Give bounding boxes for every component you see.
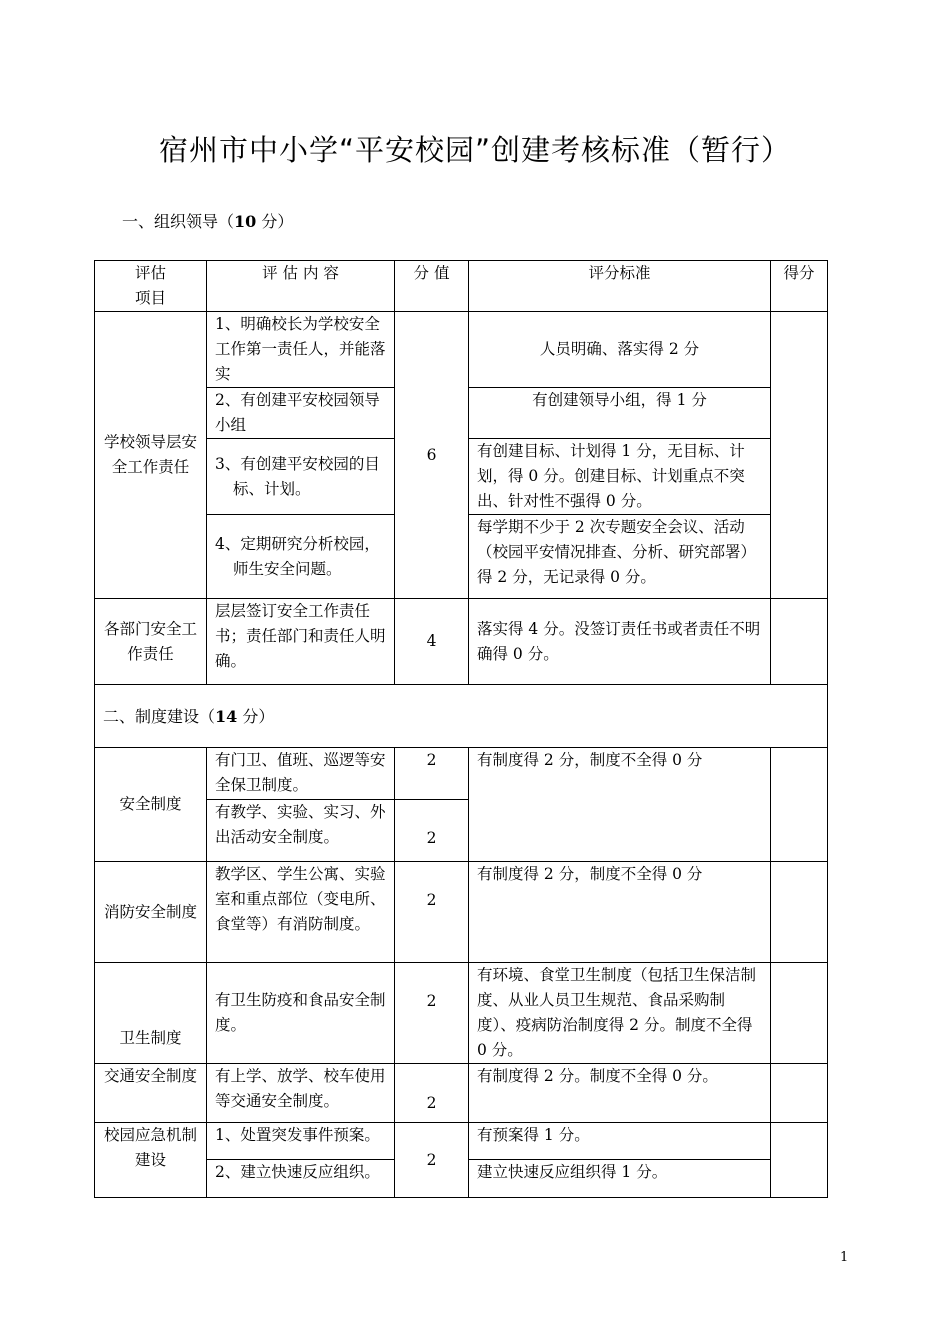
section-heading-1 [122, 208, 293, 236]
score-cell-emergency [771, 1123, 828, 1198]
points-leadership: 6 [395, 312, 469, 599]
item-hygiene-system: 卫生制度 [95, 963, 207, 1064]
table-row [95, 748, 828, 800]
section-heading-2-prefix: 二、制度建设（ [103, 706, 216, 726]
points-emergency: 2 [395, 1123, 469, 1198]
criteria-hygiene-system: 有环境、食堂卫生制度（包括卫生保洁制度、从业人员卫生规范、食品采购制度）、疫病防治制度得 2 分。制度不全得 0 分。 [469, 963, 771, 1064]
points-safety-system-1: 2 [395, 748, 469, 800]
section-heading-1-score: 10 [234, 212, 257, 231]
points-traffic-system: 2 [395, 1064, 469, 1123]
table-row [95, 1123, 828, 1160]
criteria-leadership-2: 有创建领导小组，得 1 分 [469, 388, 771, 439]
content-leadership-3: 3、有创建平安校园的目标、计划。 [207, 439, 395, 515]
table-row [95, 312, 828, 388]
table-row [95, 599, 828, 685]
item-emergency: 校园应急机制建设 [95, 1123, 207, 1198]
content-safety-system-1: 有门卫、值班、巡逻等安全保卫制度。 [207, 748, 395, 800]
score-cell-hygiene-system [771, 963, 828, 1064]
section-heading-2-suffix: 分） [237, 706, 275, 726]
section-heading-1-prefix: 一、组织领导（ [122, 212, 235, 231]
table-row [95, 963, 828, 1064]
header-item-line2: 项目 [134, 289, 166, 307]
content-emergency-2: 2、建立快速反应组织。 [207, 1160, 395, 1198]
criteria-traffic-system: 有制度得 2 分。制度不全得 0 分。 [469, 1064, 771, 1123]
content-safety-system-2: 有教学、实验、实习、外出活动安全制度。 [207, 800, 395, 862]
item-traffic-system: 交通安全制度 [95, 1064, 207, 1123]
header-score: 得分 [771, 261, 828, 312]
content-emergency-1: 1、处置突发事件预案。 [207, 1123, 395, 1160]
header-points: 分 值 [395, 261, 469, 312]
score-cell-traffic-system [771, 1064, 828, 1123]
score-cell-leadership [771, 312, 828, 599]
table-header-row [95, 261, 828, 312]
page-title: 宿州市中小学“平安校园”创建考核标准（暂行） [158, 133, 792, 167]
section-heading-2 [95, 685, 828, 748]
criteria-emergency-1: 有预案得 1 分。 [469, 1123, 771, 1160]
criteria-emergency-2: 建立快速反应组织得 1 分。 [469, 1160, 771, 1198]
points-departments: 4 [395, 599, 469, 685]
content-fire-system: 教学区、学生公寓、实验室和重点部位（变电所、食堂等）有消防制度。 [207, 862, 395, 963]
content-departments: 层层签订安全工作责任书；责任部门和责任人明确。 [207, 599, 395, 685]
table-row [95, 862, 828, 963]
criteria-leadership-4: 每学期不少于 2 次专题安全会议、活动（校园平安情况排查、分析、研究部署）得 2 分，无记录得 0 分。 [469, 515, 771, 599]
section-heading-2-score: 14 [215, 706, 238, 726]
item-safety-system: 安全制度 [95, 748, 207, 862]
item-leadership: 学校领导层安全工作责任 [95, 312, 207, 599]
content-leadership-4: 4、定期研究分析校园，师生安全问题。 [207, 515, 395, 599]
content-leadership-1: 1、明确校长为学校安全工作第一责任人，并能落实 [207, 312, 395, 388]
page-number: 1 [840, 1250, 849, 1265]
header-content: 评 估 内 容 [207, 261, 395, 312]
criteria-safety-system: 有制度得 2 分，制度不全得 0 分 [469, 748, 771, 862]
score-cell-departments [771, 599, 828, 685]
points-fire-system: 2 [395, 862, 469, 963]
content-traffic-system: 有上学、放学、校车使用等交通安全制度。 [207, 1064, 395, 1123]
criteria-fire-system: 有制度得 2 分，制度不全得 0 分 [469, 862, 771, 963]
points-safety-system-2: 2 [395, 800, 469, 862]
criteria-departments: 落实得 4 分。没签订责任书或者责任不明确得 0 分。 [469, 599, 771, 685]
score-cell-fire-system [771, 862, 828, 963]
points-hygiene-system: 2 [395, 963, 469, 1064]
header-item-line1: 评估 [134, 264, 166, 282]
criteria-leadership-3: 有创建目标、计划得 1 分，无目标、计划，得 0 分。创建目标、计划重点不突出、针对性不强得 0 分。 [469, 439, 771, 515]
item-fire-system: 消防安全制度 [95, 862, 207, 963]
content-hygiene-system: 有卫生防疫和食品安全制度。 [207, 963, 395, 1064]
table-row [95, 1064, 828, 1123]
criteria-leadership-1: 人员明确、落实得 2 分 [469, 312, 771, 388]
item-departments: 各部门安全工作责任 [95, 599, 207, 685]
section-heading-1-suffix: 分） [256, 212, 294, 231]
content-leadership-2: 2、有创建平安校园领导小组 [207, 388, 395, 439]
header-criteria: 评分标准 [469, 261, 771, 312]
score-cell-safety-system [771, 748, 828, 862]
assessment-table [94, 260, 828, 1198]
section-heading-2-row [95, 685, 828, 748]
header-item [95, 261, 207, 312]
